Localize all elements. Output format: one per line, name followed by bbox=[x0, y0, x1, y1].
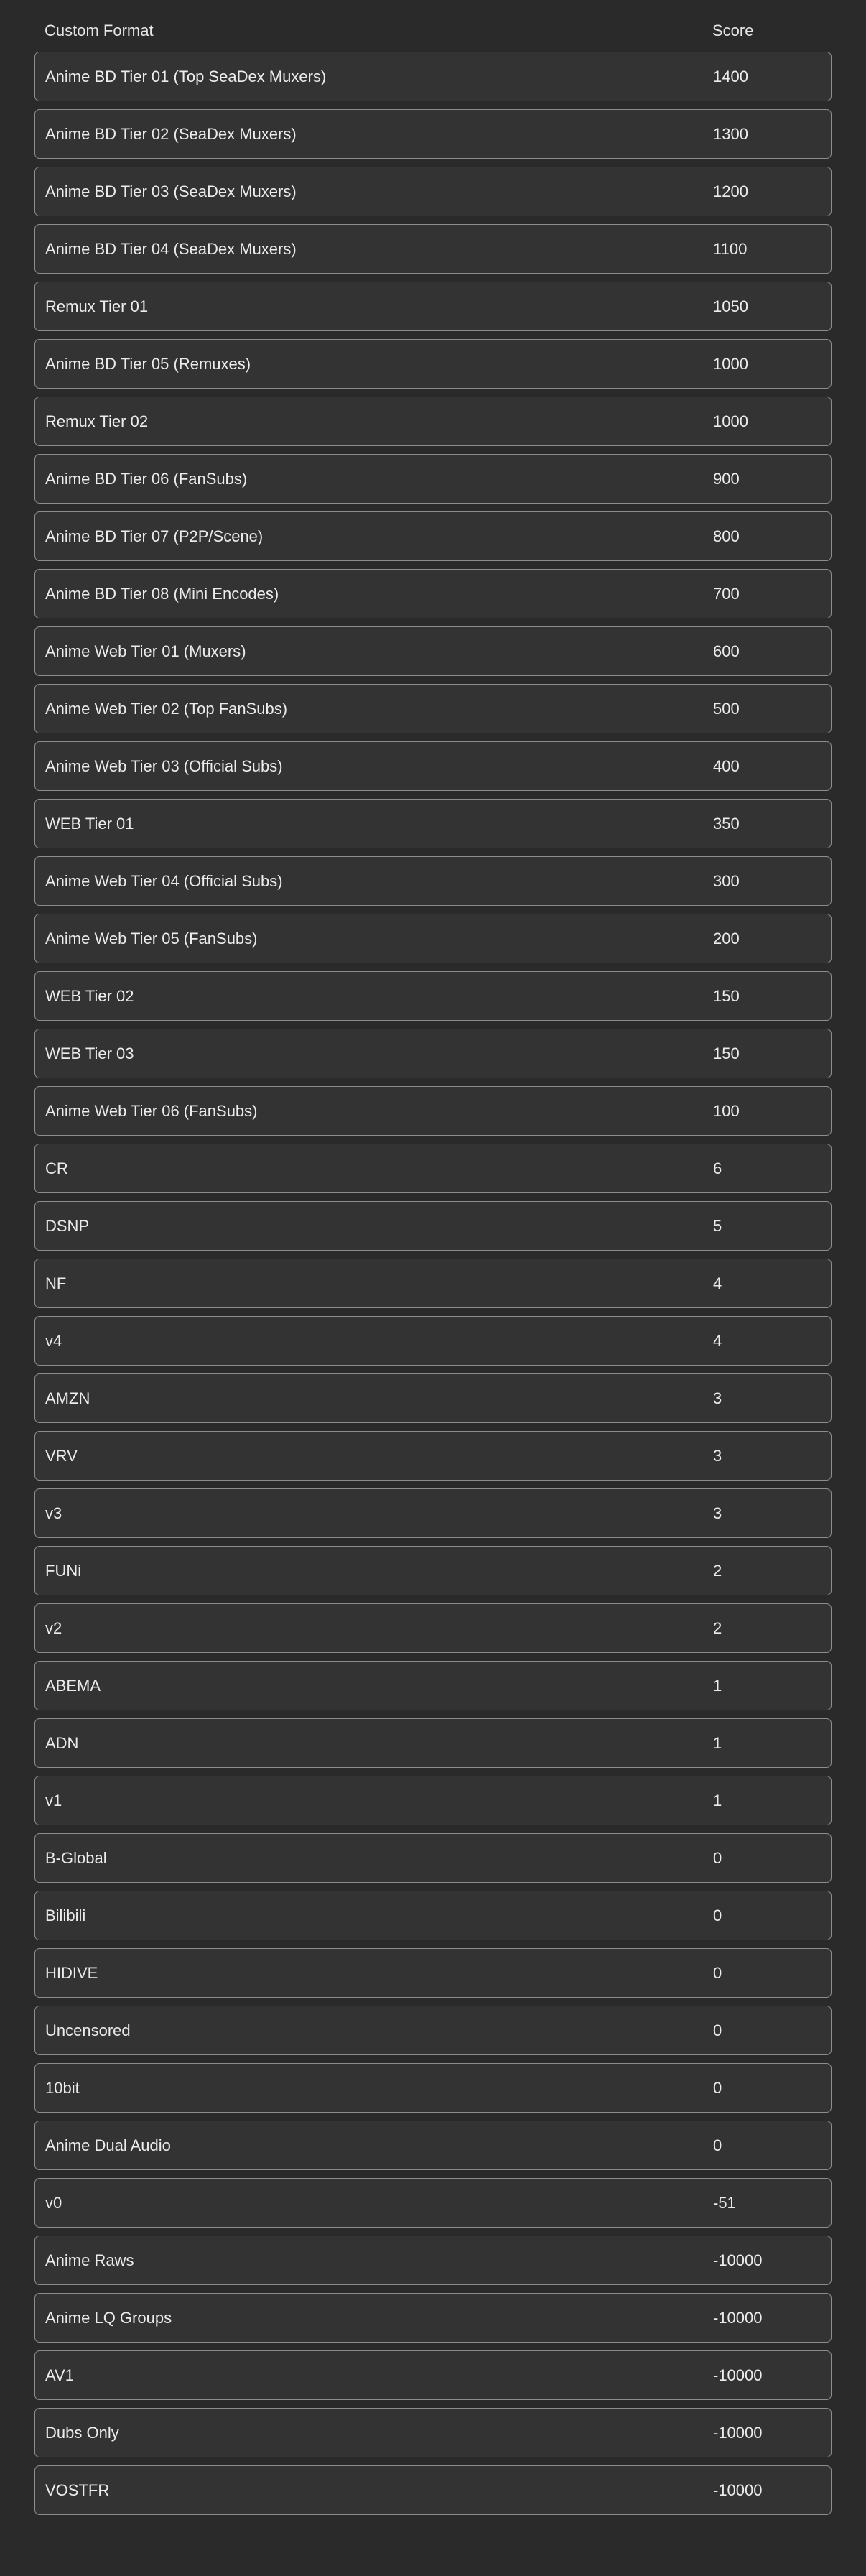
custom-format-score: 3 bbox=[713, 1504, 722, 1522]
table-row[interactable] bbox=[34, 1718, 832, 1768]
table-row[interactable] bbox=[34, 2121, 832, 2170]
custom-format-name: v3 bbox=[45, 1504, 62, 1522]
custom-format-name: Dubs Only bbox=[45, 2423, 119, 2442]
custom-format-score: 100 bbox=[713, 1101, 740, 1120]
column-header-custom-format: Custom Format bbox=[45, 22, 154, 40]
custom-format-name: VRV bbox=[45, 1446, 78, 1465]
table-row[interactable] bbox=[34, 1546, 832, 1595]
table-row[interactable] bbox=[34, 1144, 832, 1193]
custom-format-name: WEB Tier 01 bbox=[45, 814, 134, 833]
custom-format-name: Anime BD Tier 04 (SeaDex Muxers) bbox=[45, 239, 297, 258]
custom-format-name: ABEMA bbox=[45, 1676, 101, 1695]
custom-format-score: -10000 bbox=[713, 2480, 763, 2499]
table-row[interactable] bbox=[34, 1259, 832, 1308]
custom-format-name: AMZN bbox=[45, 1389, 90, 1407]
table-header bbox=[34, 22, 832, 52]
custom-format-score: 400 bbox=[713, 756, 740, 775]
custom-format-name: CR bbox=[45, 1159, 68, 1177]
table-row[interactable] bbox=[34, 2063, 832, 2113]
custom-format-score: 900 bbox=[713, 469, 740, 488]
custom-format-name: Bilibili bbox=[45, 1906, 86, 1924]
custom-format-score: 1 bbox=[713, 1733, 722, 1752]
table-row[interactable] bbox=[34, 684, 832, 733]
custom-format-name: Anime BD Tier 07 (P2P/Scene) bbox=[45, 527, 264, 545]
table-row[interactable] bbox=[34, 454, 832, 504]
custom-format-score: 2 bbox=[713, 1618, 722, 1637]
custom-format-score: 0 bbox=[713, 1906, 722, 1924]
custom-format-score: -10000 bbox=[713, 2251, 763, 2269]
table-row[interactable] bbox=[34, 1086, 832, 1136]
custom-format-name: Remux Tier 01 bbox=[45, 297, 149, 315]
table-row[interactable] bbox=[34, 1488, 832, 1538]
custom-format-score: 6 bbox=[713, 1159, 722, 1177]
table-row[interactable] bbox=[34, 339, 832, 389]
custom-format-score: 1400 bbox=[713, 67, 748, 85]
custom-format-score: 3 bbox=[713, 1389, 722, 1407]
custom-format-name: DSNP bbox=[45, 1216, 90, 1235]
table-row[interactable] bbox=[34, 1029, 832, 1078]
custom-format-score: 500 bbox=[713, 699, 740, 718]
table-row[interactable] bbox=[34, 511, 832, 561]
custom-format-score: -51 bbox=[713, 2193, 736, 2212]
table-row[interactable] bbox=[34, 1776, 832, 1825]
table-row[interactable] bbox=[34, 52, 832, 101]
custom-format-name: 10bit bbox=[45, 2078, 80, 2097]
table-row[interactable] bbox=[34, 397, 832, 446]
custom-format-score: 1000 bbox=[713, 412, 748, 430]
custom-format-name: Anime BD Tier 01 (Top SeaDex Muxers) bbox=[45, 67, 327, 85]
custom-format-name: Anime Web Tier 05 (FanSubs) bbox=[45, 929, 258, 948]
custom-format-score: 150 bbox=[713, 1044, 740, 1062]
custom-format-name: Anime BD Tier 02 (SeaDex Muxers) bbox=[45, 124, 297, 143]
custom-format-name: AV1 bbox=[45, 2366, 74, 2384]
custom-format-name: ADN bbox=[45, 1733, 79, 1752]
custom-format-score: 150 bbox=[713, 986, 740, 1005]
custom-format-name: v4 bbox=[45, 1331, 62, 1350]
custom-format-name: Anime BD Tier 08 (Mini Encodes) bbox=[45, 584, 279, 603]
custom-format-name: Anime Web Tier 06 (FanSubs) bbox=[45, 1101, 258, 1120]
custom-format-name: Anime Raws bbox=[45, 2251, 134, 2269]
table-row[interactable] bbox=[34, 282, 832, 331]
table-row[interactable] bbox=[34, 1603, 832, 1653]
custom-format-name: HIDIVE bbox=[45, 1963, 98, 1982]
table-row[interactable] bbox=[34, 1891, 832, 1940]
table-row[interactable] bbox=[34, 2465, 832, 2515]
custom-format-name: Remux Tier 02 bbox=[45, 412, 149, 430]
custom-format-list bbox=[34, 52, 832, 2515]
custom-format-name: Anime Web Tier 02 (Top FanSubs) bbox=[45, 699, 288, 718]
table-row[interactable] bbox=[34, 799, 832, 848]
table-row[interactable] bbox=[34, 856, 832, 906]
table-row[interactable] bbox=[34, 1316, 832, 1366]
custom-format-score: 1200 bbox=[713, 182, 748, 200]
custom-format-score: 0 bbox=[713, 2021, 722, 2039]
table-row[interactable] bbox=[34, 2178, 832, 2228]
custom-format-name: VOSTFR bbox=[45, 2480, 110, 2499]
custom-format-name: Anime BD Tier 05 (Remuxes) bbox=[45, 354, 251, 373]
custom-format-score: 800 bbox=[713, 527, 740, 545]
table-row[interactable] bbox=[34, 2293, 832, 2343]
custom-format-score: 1000 bbox=[713, 354, 748, 373]
custom-format-score: 0 bbox=[713, 2078, 722, 2097]
custom-format-name: B-Global bbox=[45, 1848, 107, 1867]
custom-format-score: 1 bbox=[713, 1676, 722, 1695]
column-header-score: Score bbox=[712, 22, 754, 40]
table-row[interactable] bbox=[34, 2350, 832, 2400]
custom-format-score: -10000 bbox=[713, 2423, 763, 2442]
table-row[interactable] bbox=[34, 2408, 832, 2457]
table-row[interactable] bbox=[34, 2236, 832, 2285]
table-row[interactable] bbox=[34, 569, 832, 618]
custom-format-name: Anime Dual Audio bbox=[45, 2136, 171, 2154]
custom-format-score: 600 bbox=[713, 641, 740, 660]
table-row[interactable] bbox=[34, 1948, 832, 1998]
table-row[interactable] bbox=[34, 1833, 832, 1883]
custom-format-score: 5 bbox=[713, 1216, 722, 1235]
custom-format-score: 350 bbox=[713, 814, 740, 833]
custom-format-name: v1 bbox=[45, 1791, 62, 1810]
table-row[interactable] bbox=[34, 1373, 832, 1423]
custom-format-score: 700 bbox=[713, 584, 740, 603]
custom-format-score: -10000 bbox=[713, 2308, 763, 2327]
custom-format-score: 1300 bbox=[713, 124, 748, 143]
custom-format-score: 1 bbox=[713, 1791, 722, 1810]
custom-format-name: Uncensored bbox=[45, 2021, 131, 2039]
table-row[interactable] bbox=[34, 1661, 832, 1710]
table-row[interactable] bbox=[34, 914, 832, 963]
custom-format-score: 0 bbox=[713, 2136, 722, 2154]
table-row[interactable] bbox=[34, 1201, 832, 1251]
table-row[interactable] bbox=[34, 971, 832, 1021]
table-row[interactable] bbox=[34, 109, 832, 159]
custom-format-name: v0 bbox=[45, 2193, 62, 2212]
table-row[interactable] bbox=[34, 1431, 832, 1481]
custom-format-score: 200 bbox=[713, 929, 740, 948]
custom-format-name: Anime BD Tier 03 (SeaDex Muxers) bbox=[45, 182, 297, 200]
custom-format-score: 4 bbox=[713, 1274, 722, 1292]
custom-format-name: Anime BD Tier 06 (FanSubs) bbox=[45, 469, 248, 488]
custom-format-score: 2 bbox=[713, 1561, 722, 1580]
custom-format-name: FUNi bbox=[45, 1561, 82, 1580]
custom-format-score: 1050 bbox=[713, 297, 748, 315]
custom-format-name: Anime Web Tier 04 (Official Subs) bbox=[45, 871, 283, 890]
table-row[interactable] bbox=[34, 167, 832, 216]
custom-format-name: NF bbox=[45, 1274, 67, 1292]
custom-format-score: 0 bbox=[713, 1963, 722, 1982]
custom-format-name: Anime Web Tier 01 (Muxers) bbox=[45, 641, 246, 660]
table-row[interactable] bbox=[34, 626, 832, 676]
custom-format-name: Anime LQ Groups bbox=[45, 2308, 172, 2327]
custom-format-score: 0 bbox=[713, 1848, 722, 1867]
custom-format-name: WEB Tier 03 bbox=[45, 1044, 134, 1062]
custom-format-score: 300 bbox=[713, 871, 740, 890]
custom-format-score: 3 bbox=[713, 1446, 722, 1465]
custom-format-score: 1100 bbox=[713, 239, 748, 258]
table-row[interactable] bbox=[34, 2006, 832, 2055]
custom-format-score: 4 bbox=[713, 1331, 722, 1350]
custom-format-name: v2 bbox=[45, 1618, 62, 1637]
table-row[interactable] bbox=[34, 224, 832, 274]
custom-format-name: WEB Tier 02 bbox=[45, 986, 134, 1005]
custom-format-score: -10000 bbox=[713, 2366, 763, 2384]
table-row[interactable] bbox=[34, 741, 832, 791]
custom-format-name: Anime Web Tier 03 (Official Subs) bbox=[45, 756, 283, 775]
